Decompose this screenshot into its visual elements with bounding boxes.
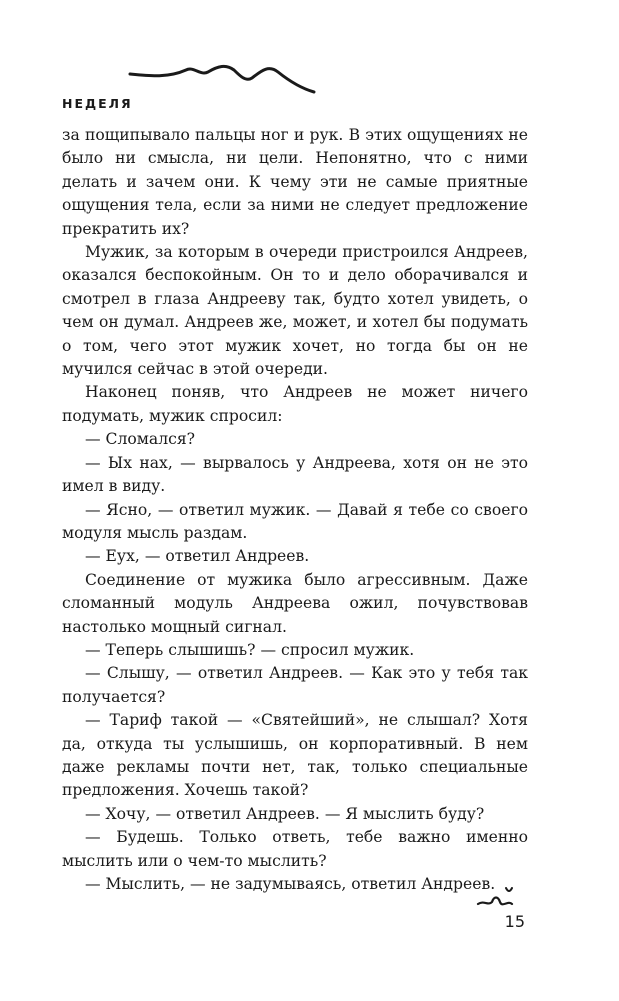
paragraph: — Тариф такой — «Святейший», не слышал? Хотя да, откуда ты услышишь, он корпоративный. В нем даже рекламы почти нет, так, только специальные предложения. Хочешь такой? bbox=[62, 711, 528, 800]
running-head: НЕДЕЛЯ bbox=[62, 96, 133, 111]
paragraph: за пощипывало пальцы ног и рук. В этих ощущениях не было ни смысла, ни цели. Непонятно, что с ними делать и зачем они. К чему эти не самые приятные ощущения тела, если за ними не следует предложение прекратить их? bbox=[62, 126, 528, 238]
paragraph: — Ясно, — ответил мужик. — Давай я тебе со своего модуля мысль раздам. bbox=[62, 500, 528, 542]
paragraph: — Сломался? bbox=[85, 430, 196, 449]
paragraph: — Будешь. Только ответь, тебе важно именно мыслить или о чем-то мыслить? bbox=[62, 828, 528, 870]
decorative-squiggle-icon bbox=[476, 882, 516, 912]
paragraph: Мужик, за которым в очереди пристроился Андреев, оказался беспокойным. Он то и дело оборачивался и смотрел в глаза Андрееву так, будто хотел увидеть, о чем он думал. Андреев же, может, и хотел бы подумать о том, чего этот мужик хочет, но тогда бы он не мучился сейчас в этой очереди. bbox=[62, 243, 528, 379]
paragraph: — Слышу, — ответил Андреев. — Как это у тебя так получается? bbox=[62, 664, 528, 706]
paragraph: — Хочу, — ответил Андреев. — Я мыслить буду? bbox=[85, 804, 485, 823]
paragraph: — Теперь слышишь? — спросил мужик. bbox=[85, 640, 415, 659]
paragraph: Соединение от мужика было агрессивным. Даже сломанный модуль Андреева ожил, почувствовав настолько мощный сигнал. bbox=[62, 570, 528, 636]
paragraph: — Мыслить, — не задумываясь, ответил Андреев. bbox=[85, 875, 496, 893]
paragraph: Наконец поняв, что Андреев не может ничего подумать, мужик спросил: bbox=[62, 383, 528, 425]
body-text bbox=[62, 124, 528, 896]
decorative-squiggle-icon bbox=[128, 62, 318, 98]
paragraph: — Ых нах, — вырвалось у Андреева, хотя он не это имел в виду. bbox=[62, 453, 528, 496]
page-number: 15 bbox=[504, 912, 525, 931]
paragraph: — Еух, — ответил Андреев. bbox=[85, 547, 310, 566]
